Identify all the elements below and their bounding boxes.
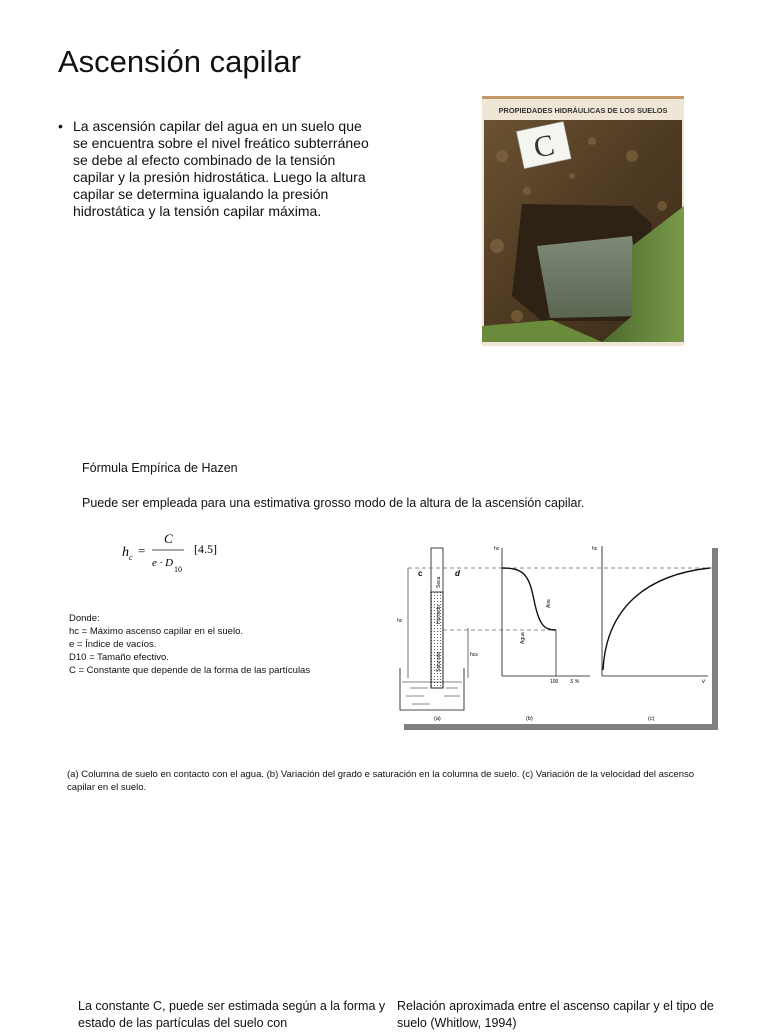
formula-denominator-sub: 10: [174, 565, 182, 574]
definition-e: e = Índice de vacíos.: [69, 639, 157, 650]
soil-pit-photo: [482, 96, 684, 346]
label-hc-c: hc: [592, 546, 598, 552]
label-humedo: Húmedo: [436, 605, 442, 624]
slide-title: Ascensión capilar: [58, 44, 301, 79]
label-hc-left: hc: [397, 618, 403, 624]
bullet-item: • La ascensión capilar del agua en un suelo que se encuentra sobre el nivel freático subterráneo se debe al efecto combinado de la tensión capilar y la presión hidrostática. Luego la altura capilar se determina igualando la presión hidrostática y la tensión capilar máxima.: [58, 118, 378, 220]
label-100: 100: [550, 679, 559, 685]
label-hcs: hcs: [470, 652, 478, 658]
hazen-title: Fórmula Empírica de Hazen: [82, 461, 238, 475]
label-hc-b: hc: [494, 546, 500, 552]
label-agua: Agua: [520, 632, 526, 644]
label-v: v: [702, 679, 705, 685]
label-panel-c: (c): [648, 716, 655, 722]
bottom-left-text: La constante C, puede ser estimada según a la forma y estado de las partículas del suelo con: [78, 999, 386, 1030]
formula-numerator: C: [164, 531, 173, 546]
label-panel-a: (a): [434, 716, 441, 722]
formula-denominator: e · D: [152, 557, 174, 569]
svg-text:=: =: [138, 543, 146, 558]
diagram-frame: [398, 542, 712, 724]
label-s: S %: [570, 679, 580, 685]
definition-c: C = Constante que depende de la forma de las partículas: [69, 665, 311, 676]
label-aire: Aire: [546, 599, 552, 608]
capillary-diagram: [394, 540, 720, 732]
formula-lhs: h: [122, 545, 129, 560]
label-saturado: Saturado: [436, 651, 442, 672]
hazen-description: Puede ser empleada para una estimativa grosso modo de la altura de la ascensión capilar.: [82, 496, 585, 510]
hazen-formula: [118, 530, 248, 582]
sign-letter: C: [530, 128, 558, 165]
figure-caption: (a) Columna de suelo en contacto con el agua. (b) Variación del grado e saturación en la columna de suelo. (c) Variación de la velocidad del ascenso capilar en el suelo.: [67, 769, 695, 793]
photo-header: PROPIEDADES HIDRÁULICAS DE LOS SUELOS: [498, 106, 668, 115]
label-seca: Seca: [436, 576, 442, 588]
definition-d10: D10 = Tamaño efectivo.: [69, 652, 169, 663]
formula-ref: [4.5]: [194, 542, 217, 556]
definition-hc: hc = Máximo ascenso capilar en el suelo.: [69, 626, 243, 637]
label-c: c: [418, 569, 423, 578]
definitions-header: Donde:: [69, 613, 100, 624]
formula-lhs-sub: c: [129, 553, 133, 562]
label-panel-b: (b): [526, 716, 533, 722]
bullet-list: [58, 118, 378, 220]
bottom-right-text: Relación aproximada entre el ascenso capilar y el tipo de suelo (Whitlow, 1994): [397, 999, 714, 1030]
definitions: [69, 612, 310, 677]
label-d: d: [455, 569, 460, 578]
